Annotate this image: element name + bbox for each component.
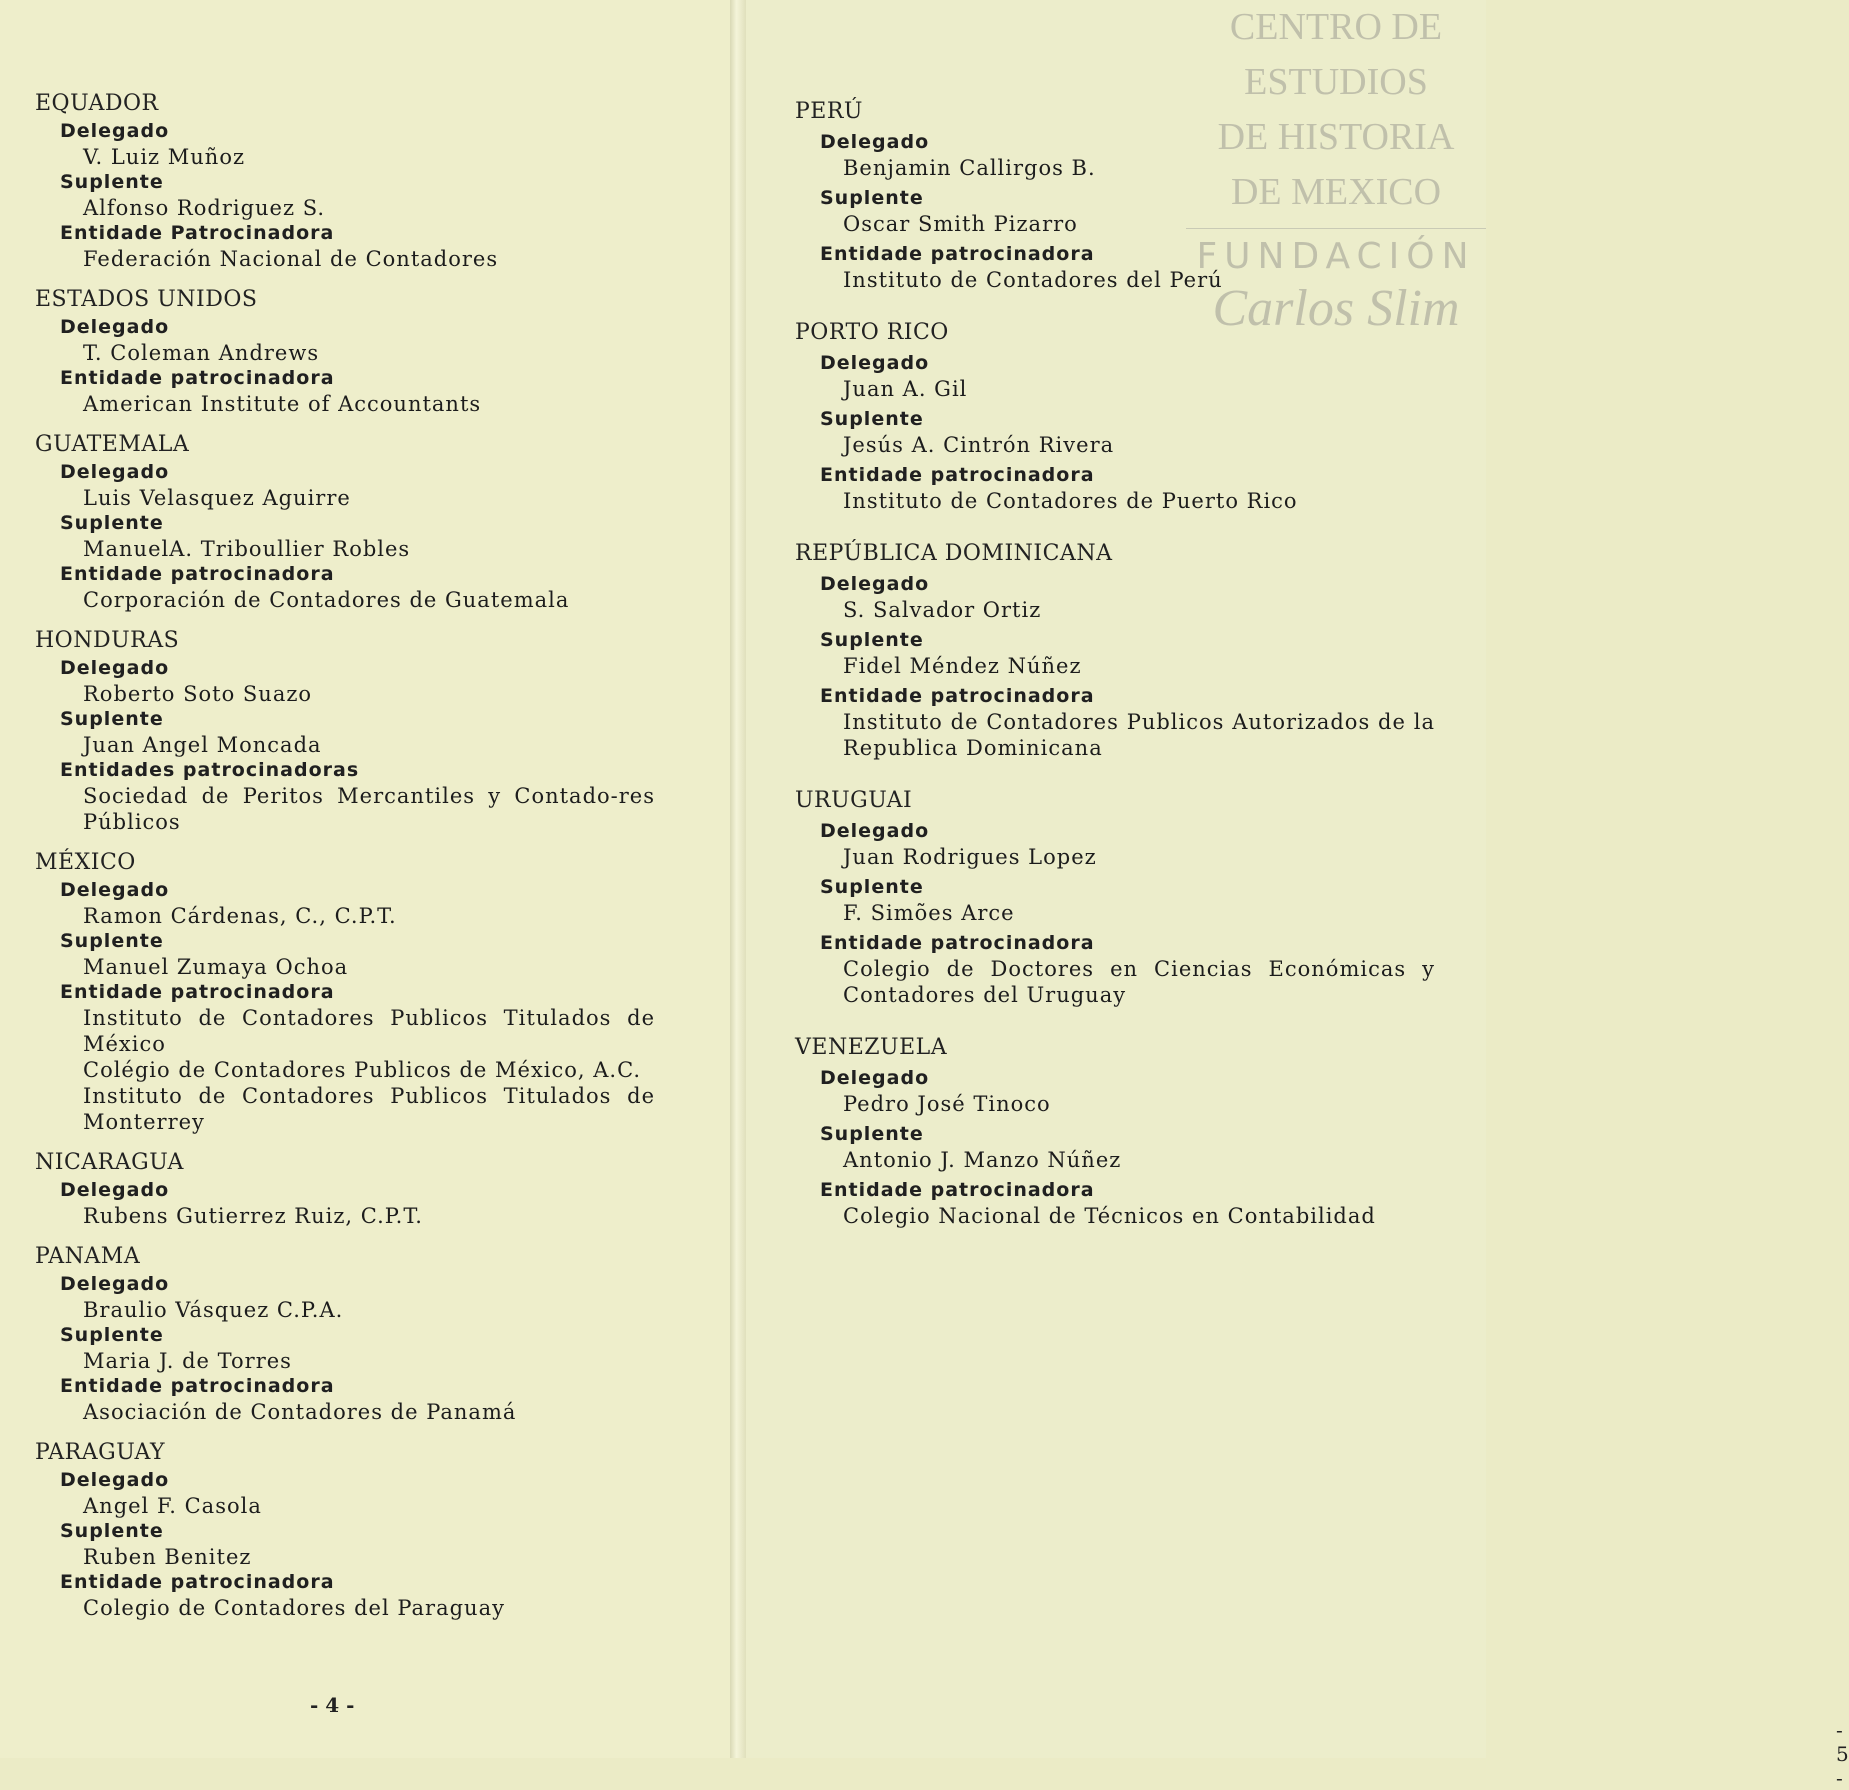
country-name: VENEZUELA (795, 1035, 948, 1060)
sponsor-entity: Federación Nacional de Contadores (83, 247, 499, 271)
role-label: Entidade Patrocinadora (60, 222, 335, 244)
country-block (35, 627, 655, 835)
role-label: Suplente (820, 1123, 924, 1145)
role-label: Suplente (60, 708, 164, 730)
role-label: Entidade patrocinadora (820, 685, 1095, 707)
role-label: Suplente (60, 930, 164, 952)
role-label: Entidade patrocinadora (60, 981, 335, 1003)
role-label: Delegado (60, 879, 170, 901)
role-label: Entidade patrocinadora (60, 1571, 335, 1593)
role-label: Delegado (820, 352, 930, 374)
left-page (0, 0, 730, 1758)
role-label: Delegado (60, 1469, 170, 1491)
role-label: Entidades patrocinadoras (60, 759, 360, 781)
person-name: T. Coleman Andrews (83, 341, 320, 365)
person-name: ManuelA. Triboullier Robles (83, 537, 411, 561)
role-label: Suplente (820, 187, 924, 209)
watermark-signature: Carlos Slim (1212, 280, 1460, 337)
person-name: Pedro José Tinoco (843, 1092, 1051, 1116)
sponsor-entity: Instituto de Contadores Publicos Titulados de Monterrey (83, 1084, 655, 1134)
sponsor-entity: Colegio de Doctores en Ciencias Económicas y Contadores del Uruguay (843, 957, 1435, 1007)
person-name: Manuel Zumaya Ochoa (83, 955, 349, 979)
sponsor-entity: Asociación de Contadores de Panamá (83, 1400, 517, 1424)
country-block (795, 540, 1435, 761)
person-name: Braulio Vásquez C.P.A. (83, 1298, 344, 1322)
person-name: Jesús A. Cintrón Rivera (843, 433, 1115, 457)
person-name: V. Luiz Muñoz (83, 145, 246, 169)
person-name: Angel F. Casola (83, 1494, 262, 1518)
role-label: Delegado (60, 461, 170, 483)
country-name: PORTO RICO (795, 320, 949, 345)
country-name: PANAMA (35, 1244, 141, 1269)
role-label: Suplente (820, 876, 924, 898)
person-name: Ruben Benitez (83, 1545, 252, 1569)
sponsor-entity: Instituto de Contadores Publicos Autorizados de la Republica Dominicana (843, 710, 1435, 760)
person-name: Rubens Gutierrez Ruiz, C.P.T. (83, 1204, 423, 1228)
role-label: Delegado (60, 657, 170, 679)
role-label: Delegado (820, 573, 930, 595)
role-label: Suplente (60, 1520, 164, 1542)
country-name: ESTADOS UNIDOS (35, 287, 258, 312)
role-label: Delegado (820, 131, 930, 153)
person-name: Oscar Smith Pizarro (843, 212, 1078, 236)
role-label: Delegado (820, 820, 930, 842)
country-name: GUATEMALA (35, 432, 190, 457)
sponsor-entity: Sociedad de Peritos Mercantiles y Contado-res Públicos (83, 784, 655, 834)
person-name: Ramon Cárdenas, C., C.P.T. (83, 904, 397, 928)
book-gutter (730, 0, 746, 1758)
country-block (795, 1034, 1435, 1229)
country-block (795, 319, 1435, 514)
country-block (35, 90, 655, 272)
person-name: Roberto Soto Suazo (83, 682, 313, 706)
person-name: Fidel Méndez Núñez (843, 654, 1082, 678)
watermark-line: DE HISTORIA (1217, 116, 1455, 158)
role-label: Entidade patrocinadora (60, 367, 335, 389)
watermark-line: ESTUDIOS (1244, 61, 1428, 103)
person-name: F. Simões Arce (843, 901, 1015, 925)
country-name: HONDURAS (35, 628, 180, 653)
role-label: Entidade patrocinadora (820, 464, 1095, 486)
sponsor-entity: Colegio de Contadores del Paraguay (83, 1596, 505, 1620)
person-name: Juan Rodrigues Lopez (843, 845, 1097, 869)
person-name: Benjamin Callirgos B. (843, 156, 1096, 180)
watermark (1186, 0, 1486, 339)
sponsor-entity: Instituto de Contadores del Perú (843, 268, 1223, 292)
role-label: Entidade patrocinadora (60, 1375, 335, 1397)
sponsor-entity: Instituto de Contadores Publicos Titulados de México (83, 1006, 655, 1056)
page-number-left: - 4 - (310, 1693, 355, 1717)
country-name: PERÚ (795, 99, 863, 124)
sponsor-entity: Instituto de Contadores de Puerto Rico (843, 489, 1298, 513)
role-label: Entidade patrocinadora (820, 932, 1095, 954)
sponsor-entity: Colégio de Contadores Publicos de México, A.C. (83, 1058, 642, 1082)
role-label: Suplente (60, 1324, 164, 1346)
country-name: URUGUAI (795, 788, 913, 813)
country-block (35, 286, 655, 417)
watermark-line: CENTRO DE (1229, 6, 1443, 48)
role-label: Entidade patrocinadora (60, 563, 335, 585)
role-label: Suplente (60, 512, 164, 534)
country-name: NICARAGUA (35, 1150, 184, 1175)
country-block (795, 787, 1435, 1008)
watermark-divider (1186, 228, 1486, 229)
country-name: PARAGUAY (35, 1440, 166, 1465)
role-label: Delegado (60, 1179, 170, 1201)
sponsor-entity: American Institute of Accountants (83, 392, 482, 416)
role-label: Delegado (60, 1273, 170, 1295)
person-name: S. Salvador Ortiz (843, 598, 1042, 622)
country-block (35, 1439, 655, 1621)
role-label: Delegado (60, 316, 170, 338)
person-name: Juan Angel Moncada (83, 733, 322, 757)
person-name: Antonio J. Manzo Núñez (843, 1148, 1122, 1172)
country-name: REPÚBLICA DOMINICANA (795, 541, 1113, 566)
role-label: Suplente (820, 629, 924, 651)
person-name: Alfonso Rodriguez S. (83, 196, 326, 220)
role-label: Delegado (60, 120, 170, 142)
person-name: Maria J. de Torres (83, 1349, 292, 1373)
sponsor-entity: Colegio Nacional de Técnicos en Contabilidad (843, 1204, 1376, 1228)
country-name: EQUADOR (35, 91, 159, 116)
country-block (35, 1149, 655, 1229)
left-country-list (35, 90, 655, 1635)
country-block (35, 431, 655, 613)
page-number-right: - 5 - (1836, 1718, 1849, 1790)
sponsor-entity: Corporación de Contadores de Guatemala (83, 588, 570, 612)
watermark-line: DE MEXICO (1230, 171, 1442, 213)
country-name: MÉXICO (35, 850, 136, 875)
country-block (35, 1243, 655, 1425)
watermark-foundation: FUNDACIÓN (1196, 236, 1476, 277)
person-name: Luis Velasquez Aguirre (83, 486, 351, 510)
person-name: Juan A. Gil (843, 377, 968, 401)
role-label: Suplente (820, 408, 924, 430)
country-block (35, 849, 655, 1135)
role-label: Entidade patrocinadora (820, 1179, 1095, 1201)
role-label: Entidade patrocinadora (820, 243, 1095, 265)
role-label: Delegado (820, 1067, 930, 1089)
role-label: Suplente (60, 171, 164, 193)
